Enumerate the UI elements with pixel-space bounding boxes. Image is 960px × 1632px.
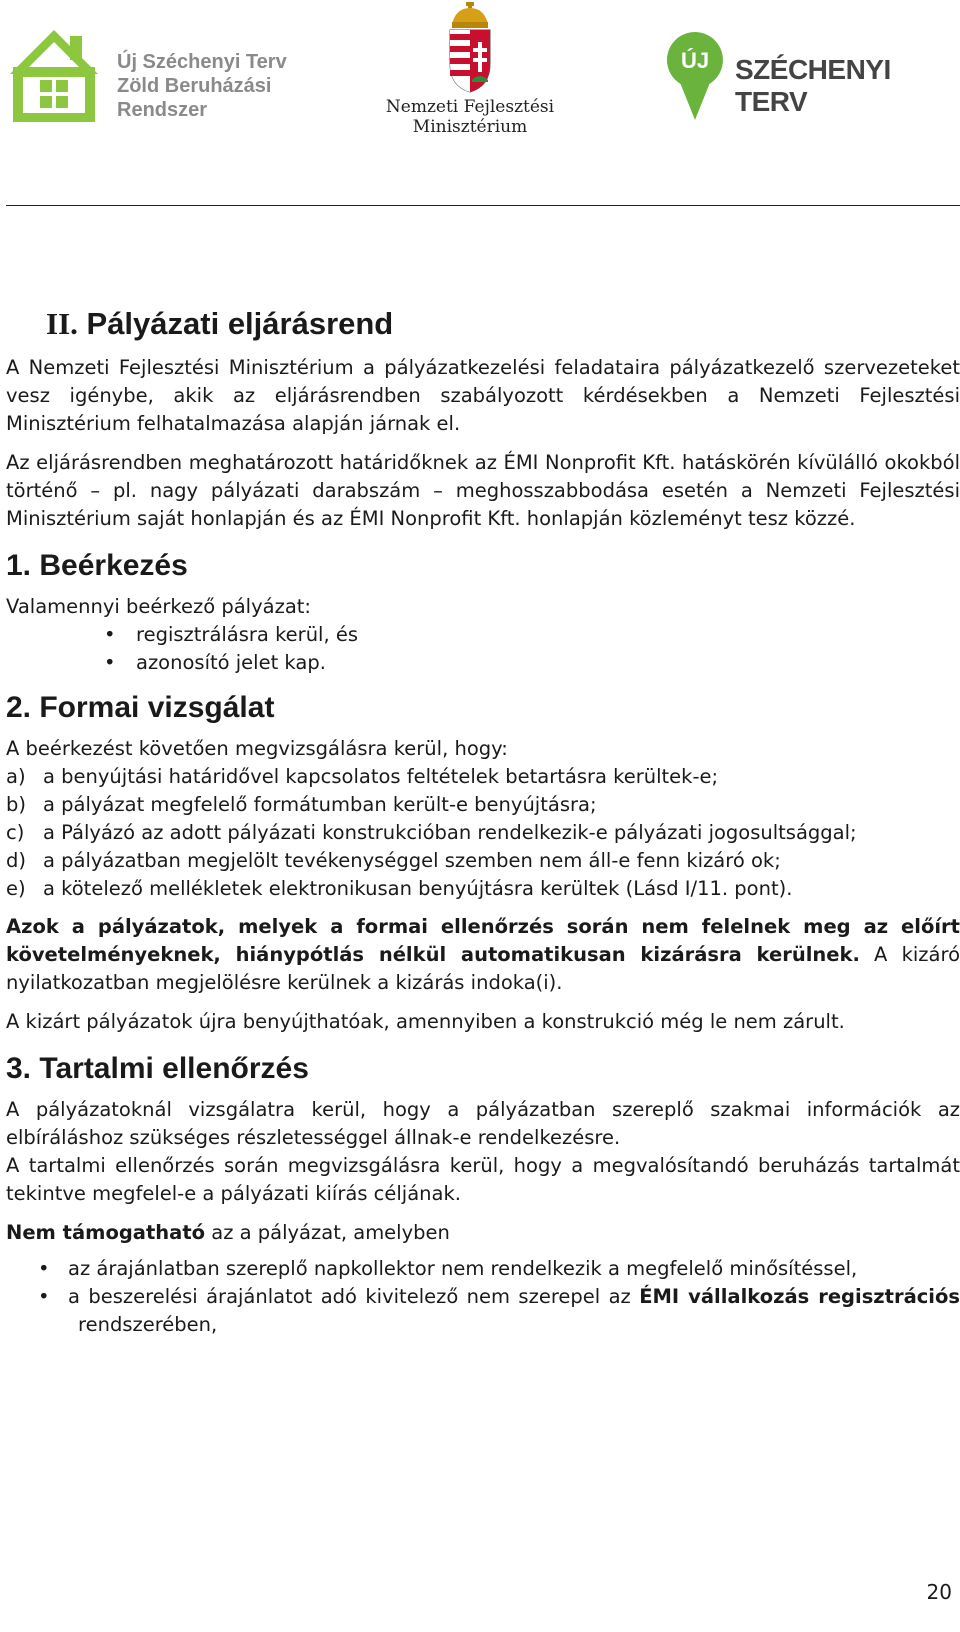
list-item-text: a benyújtási határidővel kapcsolatos feltételek betartásra kerültek-e; bbox=[43, 765, 719, 788]
section-1-heading: 1. Beérkezés bbox=[6, 549, 188, 582]
house-icon bbox=[6, 22, 102, 122]
title-text: Pályázati eljárásrend bbox=[86, 306, 394, 341]
section-2-heading: 2. Formai vizsgálat bbox=[6, 691, 275, 724]
resubmit-paragraph: A kizárt pályázatok újra benyújthatóak, amennyiben a konstrukció még le nem zárult. bbox=[6, 1010, 845, 1033]
nfm-logo bbox=[378, 2, 562, 142]
hungarian-coat-of-arms bbox=[446, 2, 494, 94]
list-item-text-pre: a beszerelési árajánlatot adó kivitelező nem szerepel az bbox=[68, 1285, 640, 1308]
title-roman-numeral: II. bbox=[46, 306, 78, 341]
map-pin-icon bbox=[665, 30, 725, 122]
list-item: • azonosító jelet kap. bbox=[6, 649, 960, 677]
list-marker: c) bbox=[6, 821, 25, 844]
section-2-lead: A beérkezést követően megvizsgálásra kerül, hogy: bbox=[6, 737, 508, 760]
list-item-text: a kötelező mellékletek elektronikusan benyújtásra kerültek (Lásd I/11. pont). bbox=[43, 877, 793, 900]
list-item bbox=[6, 1283, 960, 1339]
not-supported-bold: Nem támogatható bbox=[6, 1221, 206, 1244]
exclusion-note-bold: Azok a pályázatok, melyek a formai ellenőrzés során nem felelnek meg az előírt követelményeknek, hiánypótlás nélkül automatikusan kizárásra kerülnek. bbox=[6, 915, 960, 966]
header-divider bbox=[6, 205, 960, 206]
list-item-text: a Pályázó az adott pályázati konstrukcióban rendelkezik-e pályázati jogosultsággal; bbox=[43, 821, 857, 844]
uj-szechenyi-terv-name: SZÉCHENYI TERV bbox=[735, 54, 891, 117]
logo-left-line-2: Zöld Beruházási bbox=[117, 75, 272, 97]
list-marker: b) bbox=[6, 793, 26, 816]
section-1-list bbox=[6, 621, 960, 677]
zold-beruhazasi-logo bbox=[6, 22, 306, 132]
logo-left-line-3: Rendszer bbox=[117, 99, 208, 121]
list-item-text-post: rendszerében, bbox=[78, 1313, 218, 1336]
list-marker: d) bbox=[6, 849, 26, 872]
section-2-checklist bbox=[6, 763, 960, 903]
list-item bbox=[6, 791, 960, 819]
list-item: • az árajánlatban szereplő napkollektor nem rendelkezik a megfelelő minősítéssel, bbox=[6, 1255, 960, 1283]
logo-left-text bbox=[117, 50, 287, 122]
intro-paragraph-2: Az eljárásrendben meghatározott határidőknek az ÉMI Nonprofit Kft. hatáskörén kívülálló okokból történő – pl. nagy pályázati darabszám – meghosszabbodása esetén a Nemzeti Fejlesztési Minisztérium saját honlapján és az ÉMI Nonprofit Kft. honlapján közleményt tesz közzé. bbox=[6, 451, 960, 530]
nfm-logo-text bbox=[378, 97, 562, 137]
section-1-lead: Valamennyi beérkező pályázat: bbox=[6, 595, 311, 618]
not-supported-rest: az a pályázat, amelyben bbox=[205, 1221, 450, 1244]
intro-paragraph-1: A Nemzeti Fejlesztési Minisztérium a pályázatkezelési feladataira pályázatkezelő szervezeteket vesz igénybe, akik az eljárásrendben szabályozott kérdésekben a Nemzeti Fejlesztési Minisztérium felhatalmazása alapján járnak el. bbox=[6, 356, 960, 435]
list-item-text: a pályázatban megjelölt tevékenységgel szemben nem áll-e fenn kizáró ok; bbox=[43, 849, 781, 872]
page-title bbox=[46, 306, 960, 342]
section-3-paragraph-1: A pályázatoknál vizsgálatra kerül, hogy a pályázatban szereplő szakmai információk az elbíráláshoz szükséges részletességgel állnak-e rendelkezésre. bbox=[6, 1098, 960, 1149]
exclusion-note bbox=[6, 913, 960, 997]
exclusion-note-rest: A kizáró nyilatkozatban megjelölésre kerülnek a kizárás indoka(i). bbox=[6, 943, 960, 994]
nfm-line-1: Nemzeti Fejlesztési bbox=[385, 97, 555, 117]
page-header bbox=[0, 0, 960, 150]
pin-badge-text: ÚJ bbox=[680, 48, 710, 73]
nfm-line-2: Minisztérium bbox=[412, 117, 528, 137]
list-marker: a) bbox=[6, 765, 26, 788]
list-item-text: a pályázat megfelelő formátumban került-e benyújtásra; bbox=[43, 793, 597, 816]
section-3-heading: 3. Tartalmi ellenőrzés bbox=[6, 1052, 309, 1085]
section-3-paragraph-2: A tartalmi ellenőrzés során megvizsgálásra kerül, hogy a megvalósítandó beruházás tartalmát tekintve megfelel-e a pályázati kiírás céljának. bbox=[6, 1154, 960, 1205]
logo-left-line-1: Új Széchenyi Terv bbox=[117, 51, 287, 73]
list-item: • regisztrálásra kerül, és bbox=[6, 621, 960, 649]
document-body bbox=[6, 306, 960, 1349]
list-item bbox=[6, 875, 960, 903]
page-number: 20 bbox=[926, 1580, 952, 1604]
section-3-list bbox=[6, 1255, 960, 1339]
list-item bbox=[6, 819, 960, 847]
list-item bbox=[6, 763, 960, 791]
list-item bbox=[6, 847, 960, 875]
uj-szechenyi-terv-logo bbox=[665, 30, 960, 130]
list-marker: e) bbox=[6, 877, 26, 900]
list-item-text-bold: ÉMI vállalkozás regisztrációs bbox=[639, 1285, 960, 1308]
not-supported-lead bbox=[6, 1219, 960, 1247]
